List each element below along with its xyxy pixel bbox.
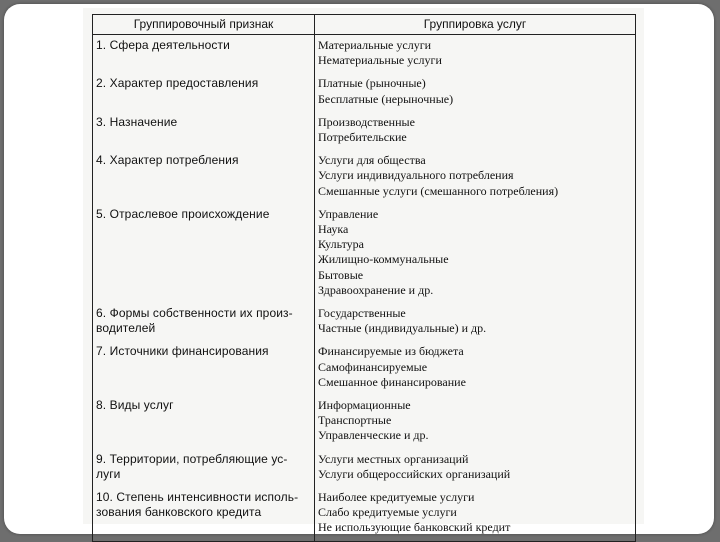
- grouping-item: Потребительские: [318, 130, 407, 145]
- grouping-item: Бытовые: [318, 267, 364, 282]
- grouping-item: Услуги для общества: [318, 153, 426, 168]
- grouping-item: Финансируемые из бюджета: [318, 344, 464, 359]
- grouping-item: Услуги индивидуального потребления: [318, 168, 514, 183]
- table-row: [93, 449, 636, 487]
- grouping-item: Услуги местных организаций: [318, 451, 469, 466]
- criterion-cell: [93, 204, 315, 303]
- grouping-item: Нематериальные услуги: [318, 53, 442, 68]
- table-row: [93, 487, 636, 541]
- criterion-cell: [93, 487, 315, 541]
- criterion-cell: [93, 35, 315, 74]
- criterion-line: 6. Формы собственности их произ-: [96, 306, 293, 321]
- criterion-text: 7. Источники финансирования: [96, 344, 269, 359]
- table-row: [93, 73, 636, 111]
- criterion-cell: [93, 303, 315, 341]
- criterion-cell: [93, 395, 315, 449]
- grouping-item: Здравоохранение и др.: [318, 282, 434, 297]
- criterion-cell: [93, 112, 315, 150]
- grouping-item: Платные (рыночные): [318, 76, 426, 91]
- table-row: [93, 35, 636, 74]
- table-row: [93, 112, 636, 150]
- grouping-item: Производственные: [318, 114, 415, 129]
- criterion-cell: [93, 150, 315, 204]
- grouping-item: Услуги общероссийских организаций: [318, 466, 511, 481]
- criterion-text: 1. Сфера деятельности: [96, 38, 230, 52]
- criterion-line: водителей: [96, 321, 156, 336]
- grouping-item: Транспортные: [318, 413, 392, 428]
- grouping-item: Информационные: [318, 398, 411, 413]
- criterion-text: 5. Отраслевое происхождение: [96, 206, 270, 221]
- criterion-text: 3. Назначение: [96, 114, 178, 129]
- grouping-item: Материальные услуги: [318, 38, 432, 52]
- criterion-cell: [93, 341, 315, 395]
- grouping-item: Смешанное финансирование: [318, 374, 466, 389]
- header-grouping: Группировка услуг: [315, 15, 636, 35]
- grouping-cell: [315, 303, 636, 341]
- table-row: [93, 341, 636, 395]
- grouping-cell: [315, 204, 636, 303]
- table-row: [93, 303, 636, 341]
- grouping-item: Жилищно-коммунальные: [318, 252, 449, 267]
- table-row: [93, 204, 636, 303]
- grouping-item: Культура: [318, 237, 364, 252]
- services-grouping-table: [92, 14, 636, 542]
- criterion-line: 10. Степень интенсивности исполь-: [96, 490, 299, 505]
- grouping-cell: [315, 112, 636, 150]
- table-row: [93, 150, 636, 204]
- grouping-item: Частные (индивидуальные) и др.: [318, 321, 487, 336]
- criterion-cell: [93, 449, 315, 487]
- grouping-cell: [315, 150, 636, 204]
- grouping-item: Самофинансируемые: [318, 359, 428, 374]
- criterion-line: луги: [96, 466, 121, 481]
- grouping-item: Слабо кредитуемые услуги: [318, 505, 457, 520]
- slide-frame: [4, 4, 714, 534]
- table-row: [93, 395, 636, 449]
- criterion-text: 2. Характер предоставления: [96, 76, 259, 91]
- grouping-cell: [315, 341, 636, 395]
- grouping-item: Управление: [318, 206, 379, 221]
- criterion-line: зования банковского кредита: [96, 505, 262, 520]
- header-criterion: Группировочный признак: [93, 15, 315, 35]
- grouping-item: Не использующие банковский кредит: [318, 520, 511, 535]
- grouping-item: Бесплатные (нерыночные): [318, 91, 454, 106]
- grouping-cell: [315, 449, 636, 487]
- criterion-text: 8. Виды услуг: [96, 398, 174, 413]
- grouping-item: Управленческие и др.: [318, 428, 429, 443]
- criterion-text: 4. Характер потребления: [96, 153, 239, 168]
- scanned-table-image: [83, 8, 644, 535]
- grouping-item: Наука: [318, 222, 349, 237]
- criterion-cell: [93, 73, 315, 111]
- criterion-line: 9. Территории, потребляющие ус-: [96, 451, 288, 466]
- table-header-row: [93, 15, 636, 35]
- grouping-item: Наиболее кредитуемые услуги: [318, 490, 475, 505]
- grouping-cell: [315, 395, 636, 449]
- table-body: [93, 35, 636, 542]
- grouping-item: Государственные: [318, 306, 406, 321]
- grouping-cell: [315, 73, 636, 111]
- grouping-cell: [315, 487, 636, 541]
- grouping-cell: [315, 35, 636, 74]
- grouping-item: Смешанные услуги (смешанного потребления): [318, 183, 559, 198]
